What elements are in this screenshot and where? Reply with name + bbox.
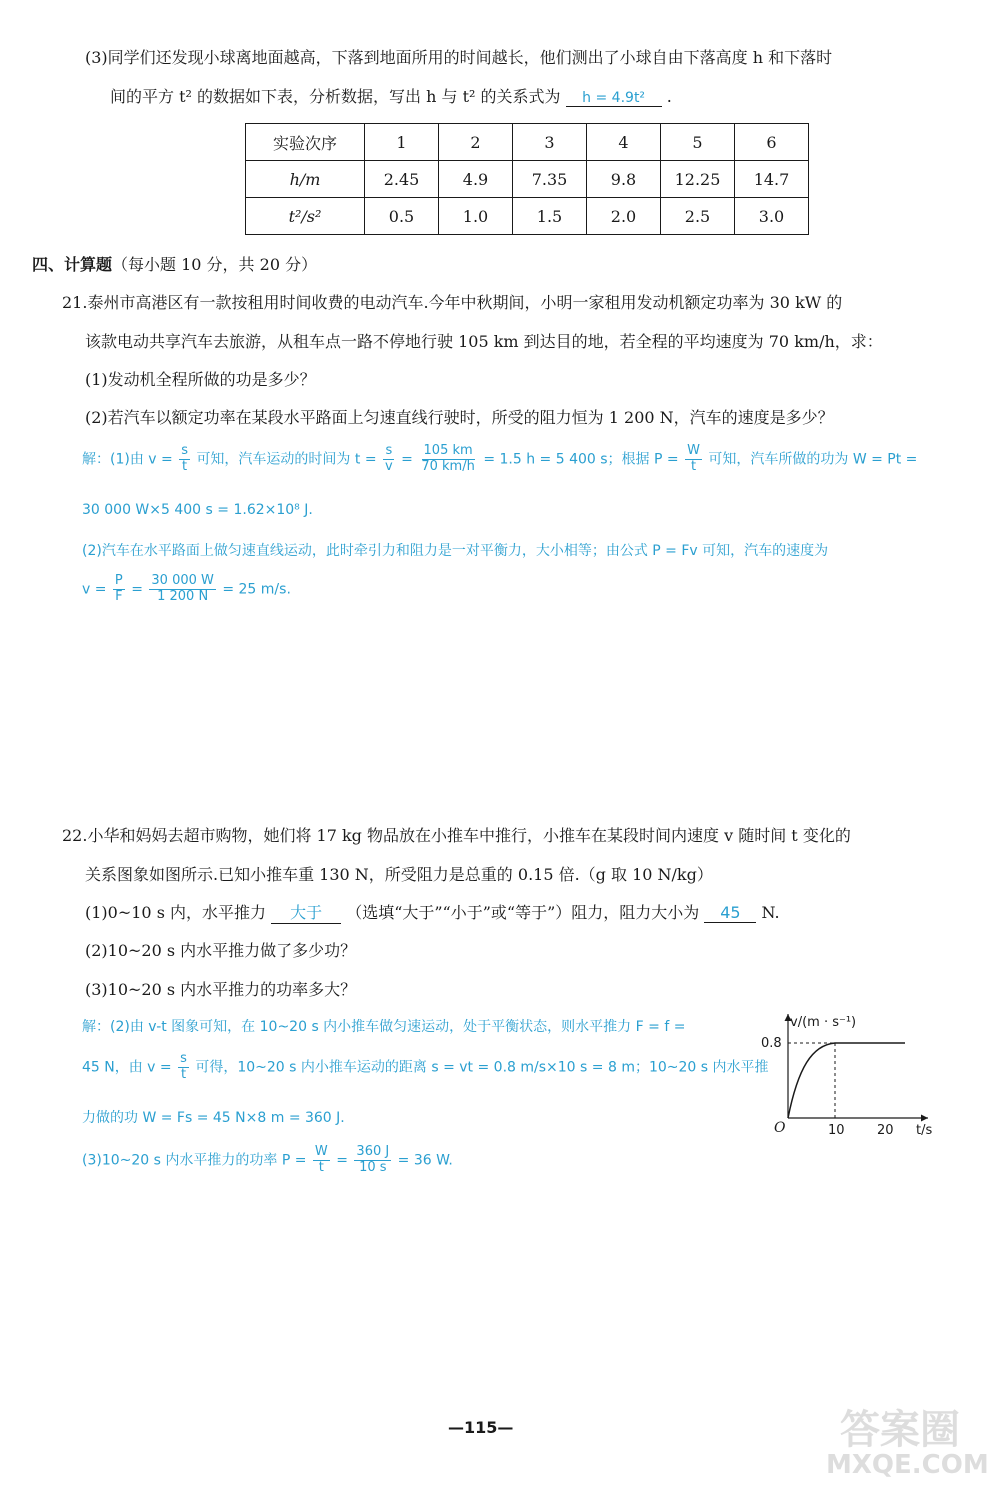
fraction (179, 444, 190, 475)
q22-solution-line1: 解：(2)由 v-t 图象可知，在 10~20 s 内小推车做匀速运动，处于平衡状态，则水平推力 F = f = (82, 1019, 686, 1035)
solution-text: 45 N，由 v = (82, 1059, 172, 1076)
table-header-row (246, 124, 809, 161)
q3-line2-prefix: 间的平方 t² 的数据如下表，分析数据，写出 h 与 t² 的关系式为 (110, 87, 561, 106)
fraction (419, 444, 477, 475)
q21-solution-line1 (82, 444, 917, 475)
solution-text: v = (82, 581, 107, 598)
solution-text: (3)10~20 s 内水平推力的功率 P = (82, 1152, 307, 1169)
q21-line2: 该款电动共享汽车去旅游，从租车点一路不停地行驶 105 km 到达目的地，若全程的平均速度为 70 km/h，求： (85, 332, 883, 351)
section-note: （每小题 10 分，共 20 分） (112, 255, 318, 274)
q22-line2: 关系图象如图所示.已知小推车重 130 N，所受阻力是总重的 0.15 倍.（g 取 10 N/kg） (85, 865, 713, 884)
fraction-denominator: F (115, 588, 123, 604)
q22-solution-line2 (82, 1052, 769, 1083)
table-cell: 2.45 (365, 161, 439, 198)
q22-sub3: (3)10~20 s 内水平推力的功率多大？ (85, 980, 357, 999)
q22-solution-line4 (82, 1145, 453, 1176)
q3-line1: (3)同学们还发现小球离地面越高，下落到地面所用的时间越长，他们测出了小球自由下落高度 h 和下落时 (85, 48, 833, 67)
table-row (246, 161, 809, 198)
table-cell: 1.0 (439, 198, 513, 235)
fraction (313, 1145, 330, 1176)
fraction-denominator: 1 200 N (157, 588, 209, 604)
origin-label: O (774, 1120, 786, 1136)
table-cell: h/m (246, 161, 365, 198)
fraction (383, 444, 395, 475)
solution-text: 可知，汽车所做的功为 W = Pt = (708, 451, 918, 468)
fraction (113, 574, 125, 605)
question-text: （选填“大于”“小于”或“等于”）阻力，阻力大小为 (346, 903, 700, 922)
table-cell: 9.8 (587, 161, 661, 198)
q22-answer-2: 45 (704, 903, 756, 923)
fraction-numerator: s (181, 443, 188, 458)
table-cell: 12.25 (661, 161, 735, 198)
question-text: (1)0~10 s 内，水平推力 (85, 903, 266, 922)
fraction-numerator: 30 000 W (151, 573, 214, 588)
table-header-cell: 1 (365, 124, 439, 161)
solution-text: = (131, 581, 143, 598)
table-cell: 2.0 (587, 198, 661, 235)
solution-text: = (401, 451, 413, 468)
data-table (245, 123, 809, 235)
solution-text: = 25 m/s. (222, 581, 291, 598)
q22-sub1 (85, 900, 780, 924)
velocity-time-graph (760, 1008, 950, 1143)
solution-text: 解：(1)由 v = (82, 451, 173, 468)
fraction-numerator: 360 J (356, 1144, 390, 1159)
table-header-cell: 5 (661, 124, 735, 161)
solution-text: 可得，10~20 s 内小推车运动的距离 s = vt = 0.8 m/s×10 s = 8 m；10~20 s 内水平推 (195, 1059, 769, 1076)
q22-solution-line3: 力做的功 W = Fs = 45 N×8 m = 360 J. (82, 1110, 345, 1126)
fraction-denominator: 10 s (359, 1159, 387, 1175)
fraction (354, 1145, 391, 1176)
fraction-denominator: t (180, 1066, 187, 1082)
y-tick-label: 0.8 (761, 1036, 782, 1051)
solution-text: = 1.5 h = 5 400 s；根据 P = (483, 451, 679, 468)
fraction-numerator: 105 km (423, 443, 473, 458)
q22-answer-1: 大于 (271, 900, 341, 924)
fraction-denominator: t (690, 458, 697, 474)
fraction-denominator: t (318, 1159, 324, 1175)
section-title: 四、计算题 (32, 255, 113, 274)
x-tick-label: 10 (828, 1123, 845, 1138)
fraction-numerator: s (385, 443, 393, 458)
table-row (246, 198, 809, 235)
y-axis-label: v/(m · s⁻¹) (790, 1015, 857, 1030)
fraction-numerator: W (314, 1144, 328, 1159)
q22-line1: 22.小华和妈妈去超市购物，她们将 17 kg 物品放在小推车中推行，小推车在某段时间内速度 v 随时间 t 变化的 (62, 826, 851, 845)
q3-line2-suffix: . (666, 87, 672, 106)
solution-text: = (336, 1152, 348, 1169)
table-cell: 2.5 (661, 198, 735, 235)
q21-sub1: (1)发动机全程所做的功是多少？ (85, 370, 316, 389)
fraction-denominator: t (182, 458, 188, 474)
q21-solution-line2: 30 000 W×5 400 s = 1.62×10⁸ J. (82, 502, 313, 518)
q21-solution-line4 (82, 574, 291, 605)
watermark-logo: 答案圈 (840, 1407, 960, 1453)
solution-text: 可知，汽车运动的时间为 t = (196, 451, 377, 468)
fraction-numerator: s (180, 1051, 187, 1066)
velocity-curve (788, 1043, 905, 1118)
table-header-cell: 实验次序 (246, 124, 365, 161)
table-header-cell: 6 (735, 124, 809, 161)
table-header-cell: 3 (513, 124, 587, 161)
table-cell: t²/s² (246, 198, 365, 235)
section-heading (32, 252, 317, 275)
solution-text: = 36 W. (397, 1152, 453, 1169)
table-header-cell: 2 (439, 124, 513, 161)
table-cell: 14.7 (735, 161, 809, 198)
fraction (685, 444, 702, 475)
question-text: N. (761, 903, 780, 922)
table-header-cell: 4 (587, 124, 661, 161)
page-number: —115— (448, 1418, 514, 1437)
fraction-numerator: P (114, 573, 123, 588)
q21-solution-line3: (2)汽车在水平路面上做匀速直线运动，此时牵引力和阻力是一对平衡力，大小相等；由公式 P = Fv 可知，汽车的速度为 (82, 543, 829, 559)
table-cell: 0.5 (365, 198, 439, 235)
fraction-denominator: v (385, 458, 393, 474)
q3-line2 (110, 84, 672, 107)
q21-line1: 21.泰州市高港区有一款按租用时间收费的电动汽车.今年中秋期间，小明一家租用发动机额定功率为 30 kW 的 (62, 293, 843, 312)
q21-sub2: (2)若汽车以额定功率在某段水平路面上匀速直线行驶时，所受的阻力恒为 1 200 N，汽车的速度是多少？ (85, 408, 834, 427)
watermark-url: MXQE.COM (826, 1450, 989, 1480)
table-cell: 1.5 (513, 198, 587, 235)
fraction (178, 1052, 189, 1083)
q22-sub2: (2)10~20 s 内水平推力做了多少功？ (85, 941, 357, 960)
q3-answer: h = 4.9t² (566, 90, 662, 107)
fraction-denominator: 70 km/h (421, 458, 475, 474)
fraction (149, 574, 215, 605)
x-axis-label: t/s (916, 1123, 933, 1138)
fraction-numerator: W (687, 443, 700, 458)
table-cell: 3.0 (735, 198, 809, 235)
table-cell: 7.35 (513, 161, 587, 198)
table-cell: 4.9 (439, 161, 513, 198)
x-tick-label: 20 (877, 1123, 894, 1138)
